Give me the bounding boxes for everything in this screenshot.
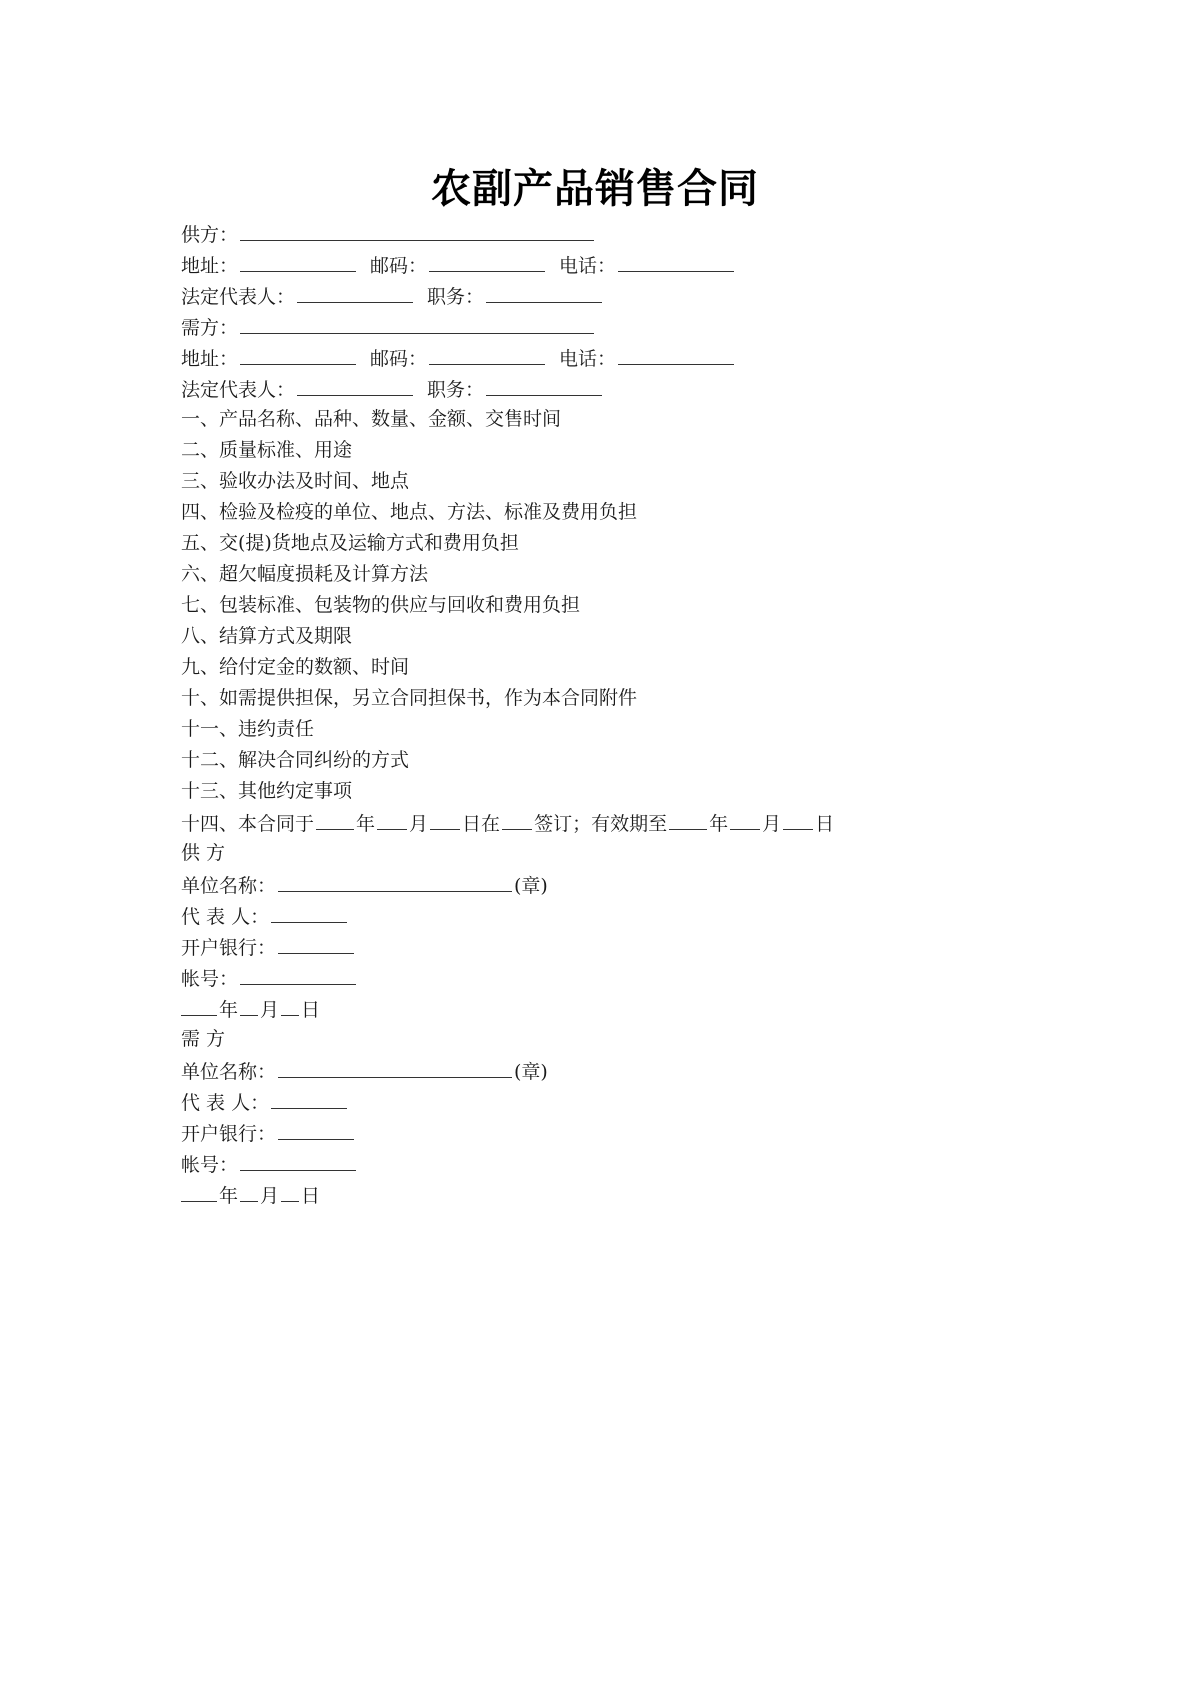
- supplier-phone-field[interactable]: [618, 249, 734, 272]
- buyer-account-label: 帐号：: [181, 1154, 239, 1176]
- document-title: 农副产品销售合同: [431, 166, 759, 212]
- buyer-account-field[interactable]: [240, 1148, 356, 1171]
- supplier-position-field[interactable]: [486, 280, 602, 303]
- buyer-position-label: 职务：: [427, 379, 485, 401]
- buyer-bank-field[interactable]: [278, 1117, 354, 1140]
- supplier-postcode-field[interactable]: [429, 249, 545, 272]
- buyer-bank-label: 开户银行：: [181, 1123, 277, 1145]
- supplier-day-field[interactable]: [281, 993, 299, 1016]
- supplier-unit-label: 单位名称：: [181, 875, 277, 897]
- month2-label: 月: [762, 813, 782, 835]
- clause-7: 七、包装标准、包装物的供应与回收和费用负担: [181, 594, 581, 616]
- valid-day-field[interactable]: [783, 807, 813, 830]
- supplier-rep-field[interactable]: [271, 900, 347, 923]
- supplier-position-label: 职务：: [427, 286, 485, 308]
- supplier-legal-rep-label: 法定代表人：: [181, 286, 296, 308]
- buyer-address-label: 地址：: [181, 348, 239, 370]
- month-label: 月: [409, 813, 429, 835]
- supplier-month-field[interactable]: [240, 993, 258, 1016]
- supplier-rep-line: [181, 900, 349, 931]
- supplier-bank-label: 开户银行：: [181, 937, 277, 959]
- buyer-sign-heading: 需 方: [181, 1028, 226, 1050]
- buyer-position-field[interactable]: [486, 373, 602, 396]
- sign-month-field[interactable]: [377, 807, 407, 830]
- clause-6: 六、超欠幅度损耗及计算方法: [181, 563, 429, 585]
- supplier-account-field[interactable]: [240, 962, 356, 985]
- supplier-month-label: 月: [260, 999, 280, 1021]
- supplier-rep-label: 代 表 人：: [181, 906, 270, 928]
- year2-label: 年: [709, 813, 729, 835]
- buyer-phone-field[interactable]: [618, 342, 734, 365]
- clause-4: 四、检验及检疫的单位、地点、方法、标准及费用负担: [181, 501, 638, 523]
- buyer-bank-line: [181, 1117, 356, 1148]
- buyer-address-line: [181, 342, 736, 373]
- clause-14: [181, 807, 834, 838]
- clause-8: 八、结算方式及期限: [181, 625, 353, 647]
- clause-10: 十、如需提供担保，另立合同担保书，作为本合同附件: [181, 687, 638, 709]
- supplier-phone-label: 电话：: [559, 255, 617, 277]
- buyer-postcode-label: 邮码：: [370, 348, 428, 370]
- sign-year-field[interactable]: [316, 807, 354, 830]
- buyer-year-label: 年: [219, 1185, 239, 1207]
- day-at-label: 日在: [462, 813, 501, 835]
- buyer-party-line: [181, 311, 596, 342]
- buyer-rep-line: [181, 1086, 349, 1117]
- supplier-address-label: 地址：: [181, 255, 239, 277]
- buyer-legal-rep-field[interactable]: [297, 373, 413, 396]
- buyer-party-field[interactable]: [240, 311, 594, 334]
- supplier-party-line: [181, 218, 596, 249]
- clause-14-prefix: 十四、本合同于: [181, 813, 315, 835]
- supplier-seal-label: (章): [514, 875, 548, 897]
- supplier-legal-rep-field[interactable]: [297, 280, 413, 303]
- buyer-month-label: 月: [260, 1185, 280, 1207]
- supplier-unit-field[interactable]: [278, 869, 512, 892]
- buyer-address-field[interactable]: [240, 342, 356, 365]
- supplier-year-field[interactable]: [181, 993, 217, 1016]
- supplier-address-line: [181, 249, 736, 280]
- buyer-day-label: 日: [301, 1185, 321, 1207]
- supplier-legal-rep-line: [181, 280, 604, 311]
- supplier-year-label: 年: [219, 999, 239, 1021]
- sign-place-field[interactable]: [502, 807, 532, 830]
- clause-2: 二、质量标准、用途: [181, 439, 353, 461]
- sign-day-field[interactable]: [430, 807, 460, 830]
- buyer-unit-line: [181, 1055, 548, 1086]
- buyer-seal-label: (章): [514, 1061, 548, 1083]
- supplier-account-line: [181, 962, 358, 993]
- buyer-month-field[interactable]: [240, 1179, 258, 1202]
- buyer-unit-field[interactable]: [278, 1055, 512, 1078]
- buyer-date-line: [181, 1179, 320, 1210]
- buyer-rep-field[interactable]: [271, 1086, 347, 1109]
- supplier-account-label: 帐号：: [181, 968, 239, 990]
- supplier-bank-field[interactable]: [278, 931, 354, 954]
- buyer-party-label: 需方：: [181, 317, 239, 339]
- buyer-legal-rep-label: 法定代表人：: [181, 379, 296, 401]
- supplier-unit-line: [181, 869, 548, 900]
- clause-13: 十三、其他约定事项: [181, 780, 353, 802]
- clause-1: 一、产品名称、品种、数量、金额、交售时间: [181, 408, 562, 430]
- buyer-unit-label: 单位名称：: [181, 1061, 277, 1083]
- clause-3: 三、验收办法及时间、地点: [181, 470, 410, 492]
- buyer-phone-label: 电话：: [559, 348, 617, 370]
- supplier-date-line: [181, 993, 320, 1024]
- buyer-legal-rep-line: [181, 373, 604, 404]
- buyer-postcode-field[interactable]: [429, 342, 545, 365]
- signed-label: 签订；有效期至: [534, 813, 668, 835]
- supplier-party-field[interactable]: [240, 218, 594, 241]
- supplier-postcode-label: 邮码：: [370, 255, 428, 277]
- buyer-year-field[interactable]: [181, 1179, 217, 1202]
- clause-5: 五、交(提)货地点及运输方式和费用负担: [181, 532, 519, 554]
- supplier-day-label: 日: [301, 999, 321, 1021]
- supplier-party-label: 供方：: [181, 224, 239, 246]
- buyer-account-line: [181, 1148, 358, 1179]
- year-label: 年: [356, 813, 376, 835]
- day2-label: 日: [815, 813, 835, 835]
- valid-month-field[interactable]: [730, 807, 760, 830]
- clause-11: 十一、违约责任: [181, 718, 315, 740]
- supplier-address-field[interactable]: [240, 249, 356, 272]
- valid-year-field[interactable]: [669, 807, 707, 830]
- clause-9: 九、给付定金的数额、时间: [181, 656, 410, 678]
- supplier-sign-heading: 供 方: [181, 842, 226, 864]
- buyer-rep-label: 代 表 人：: [181, 1092, 270, 1114]
- supplier-bank-line: [181, 931, 356, 962]
- buyer-day-field[interactable]: [281, 1179, 299, 1202]
- clause-12: 十二、解决合同纠纷的方式: [181, 749, 410, 771]
